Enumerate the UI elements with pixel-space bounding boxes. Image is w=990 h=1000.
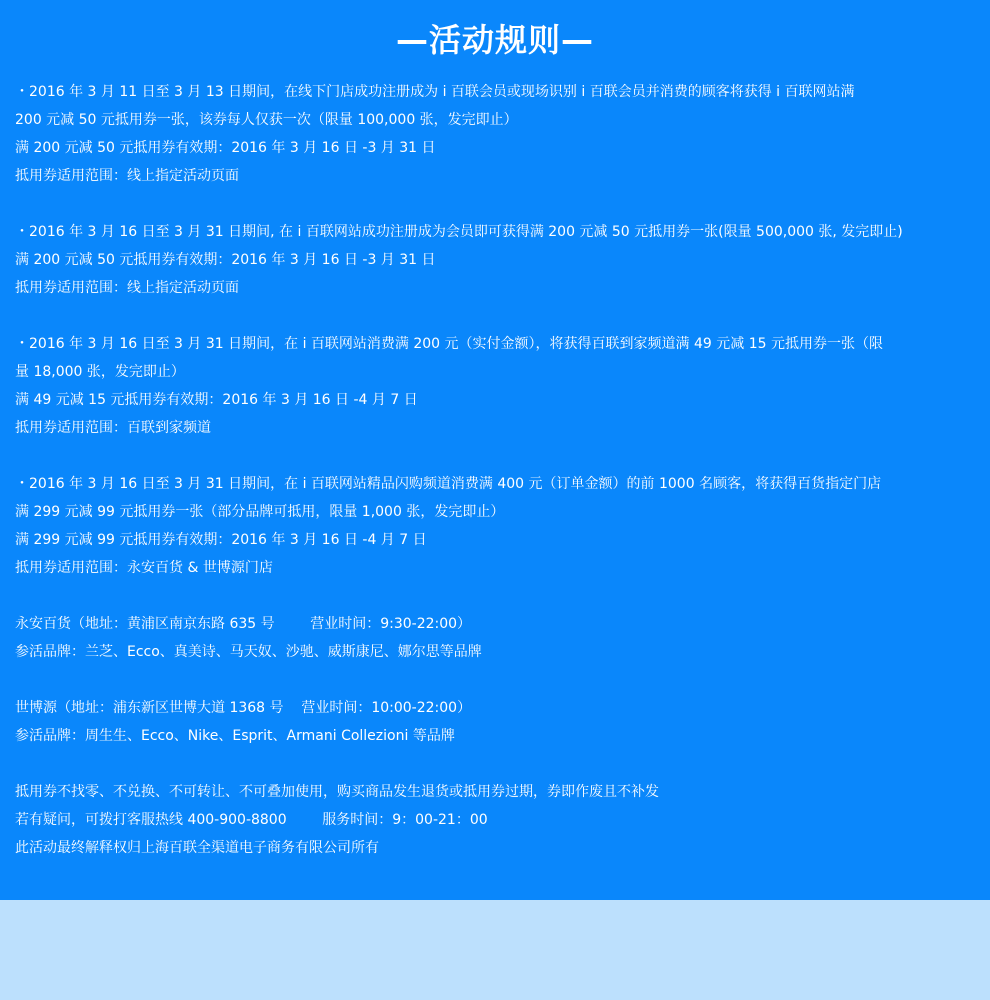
rule-line: 满 299 元减 99 元抵用券有效期：2016 年 3 月 16 日 -4 月 7 日: [15, 532, 427, 548]
section-spacer: [15, 442, 980, 470]
rule-section: [15, 778, 980, 862]
rule-line: 此活动最终解释权归上海百联全渠道电子商务有限公司所有: [15, 840, 379, 856]
rule-line: ・2016 年 3 月 16 日至 3 月 31 日期间, 在 i 百联网站成功注册成为会员即可获得满 200 元减 50 元抵用券一张(限量 500,000 张, 发完即止): [15, 224, 903, 240]
rule-section: [15, 470, 980, 582]
rule-section: [15, 218, 980, 302]
rule-section: [15, 78, 980, 190]
rule-line: 抵用券适用范围：线上指定活动页面: [15, 168, 239, 184]
rule-line: ・2016 年 3 月 16 日至 3 月 31 日期间，在 i 百联网站消费满 200 元（实付金额），将获得百联到家频道满 49 元减 15 元抵用券一张（限: [15, 336, 883, 352]
rule-line: 参活品牌：兰芝、Ecco、真美诗、马天奴、沙驰、威斯康尼、娜尔思等品牌: [15, 644, 482, 660]
rule-line: 世博源（地址：浦东新区世博大道 1368 号 营业时间：10:00-22:00）: [15, 700, 472, 716]
rule-line: 满 200 元减 50 元抵用券有效期：2016 年 3 月 16 日 -3 月 31 日: [15, 252, 436, 268]
rule-line: 抵用券适用范围：线上指定活动页面: [15, 280, 239, 296]
rule-line: 满 299 元减 99 元抵用券一张（部分品牌可抵用，限量 1,000 张，发完即止）: [15, 504, 505, 520]
rule-line: 抵用券适用范围：永安百货 & 世博源门店: [15, 560, 273, 576]
section-spacer: [15, 750, 980, 778]
rule-line: 满 200 元减 50 元抵用券有效期：2016 年 3 月 16 日 -3 月 31 日: [15, 140, 436, 156]
section-spacer: [15, 302, 980, 330]
rule-line: ・2016 年 3 月 16 日至 3 月 31 日期间，在 i 百联网站精品闪购频道消费满 400 元（订单金额）的前 1000 名顾客，将获得百货指定门店: [15, 476, 882, 492]
section-spacer: [15, 666, 980, 694]
rule-section: [15, 610, 980, 666]
section-spacer: [15, 582, 980, 610]
rule-line: 参活品牌：周生生、Ecco、Nike、Esprit、Armani Collezioni 等品牌: [15, 728, 455, 744]
rules-body: [15, 78, 980, 862]
rule-line: 若有疑问，可拨打客服热线 400-900-8800 服务时间：9：00-21：00: [15, 812, 488, 828]
rule-line: 满 49 元减 15 元抵用券有效期：2016 年 3 月 16 日 -4 月 7 日: [15, 392, 418, 408]
footer-band: [0, 900, 990, 1000]
page-title: —活动规则—: [395, 21, 594, 59]
rule-section: [15, 330, 980, 442]
section-spacer: [15, 190, 980, 218]
rule-line: 200 元减 50 元抵用券一张，该券每人仅获一次（限量 100,000 张，发完即止）: [15, 112, 518, 128]
rule-line: 量 18,000 张，发完即止）: [15, 364, 185, 380]
rule-line: 永安百货（地址：黄浦区南京东路 635 号 营业时间：9:30-22:00）: [15, 616, 472, 632]
rule-line: ・2016 年 3 月 11 日至 3 月 13 日期间，在线下门店成功注册成为 i 百联会员或现场识别 i 百联会员并消费的顾客将获得 i 百联网站满: [15, 84, 855, 100]
rule-section: [15, 694, 980, 750]
rule-line: 抵用券不找零、不兑换、不可转让、不可叠加使用，购买商品发生退货或抵用券过期，券即作废且不补发: [15, 784, 659, 800]
rule-line: 抵用券适用范围：百联到家频道: [15, 420, 211, 436]
